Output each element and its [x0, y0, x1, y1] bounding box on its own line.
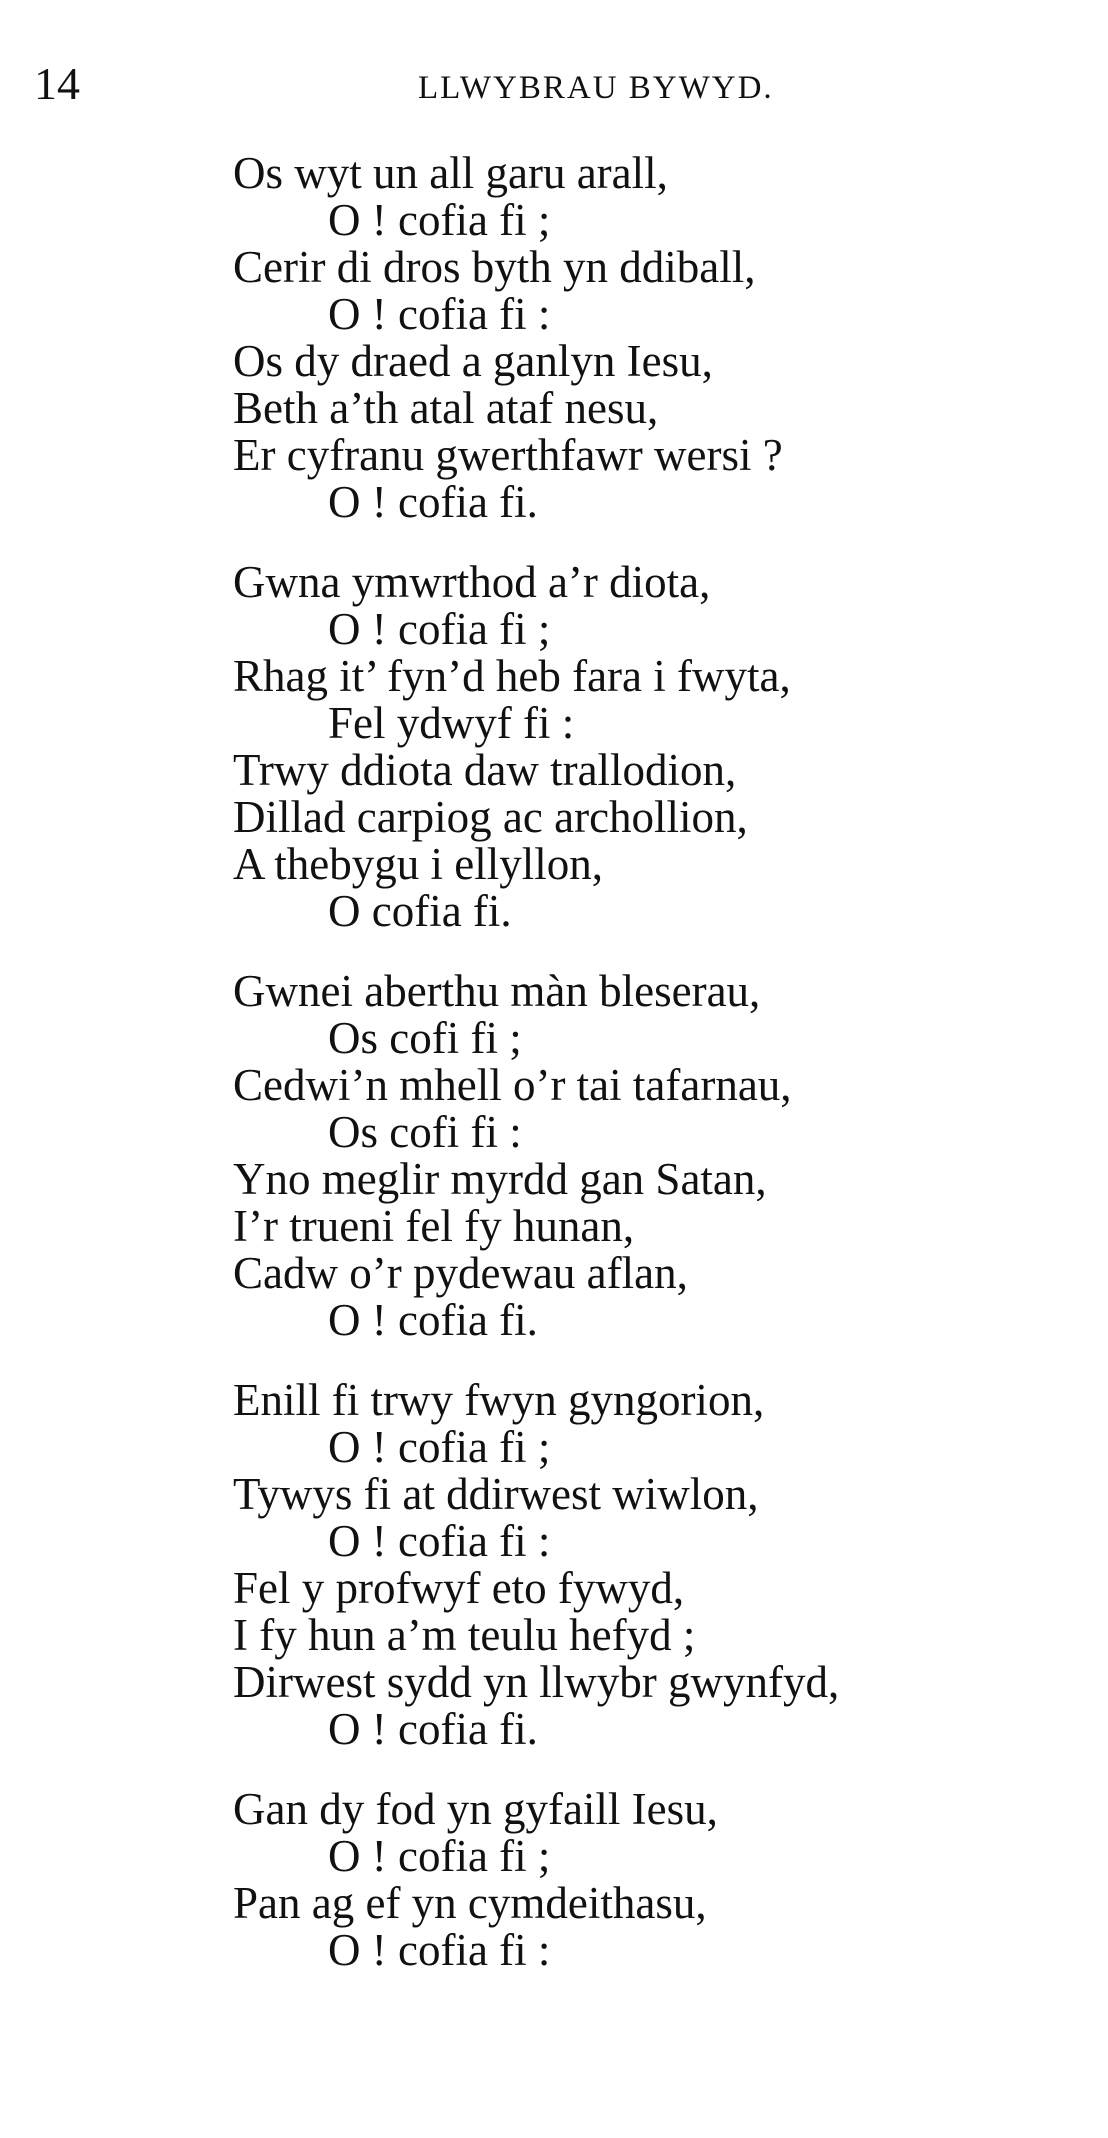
stanza-4 — [233, 1377, 1053, 1753]
refrain-line: O ! cofia fi ; — [328, 1831, 551, 1881]
poem-line: I’r trueni fel fy hunan, — [233, 1201, 635, 1251]
poem-line: Tywys fi at ddirwest wiwlon, — [233, 1469, 759, 1519]
refrain-line: O ! cofia fi. — [328, 1704, 538, 1754]
poem-line: Er cyfranu gwerthfawr wersi ? — [233, 430, 783, 480]
poem-line: Dirwest sydd yn llwybr gwynfyd, — [233, 1657, 840, 1707]
poem-line: Gwnei aberthu màn bleserau, — [233, 966, 761, 1016]
poem-line: Os wyt un all garu arall, — [233, 148, 668, 198]
poem-line: Enill fi trwy fwyn gyngorion, — [233, 1375, 765, 1425]
page-number: 14 — [34, 58, 80, 109]
poem-line: Gwna ymwrthod a’r diota, — [233, 557, 711, 607]
poem-line: Dillad carpiog ac archollion, — [233, 792, 748, 842]
poem-line: Yno meglir myrdd gan Satan, — [233, 1154, 767, 1204]
poem-line: Cedwi’n mhell o’r tai tafarnau, — [233, 1060, 792, 1110]
poem-line: Beth a’th atal ataf nesu, — [233, 383, 659, 433]
poem-line: Pan ag ef yn cymdeithasu, — [233, 1878, 707, 1928]
refrain-line: O ! cofia fi ; — [328, 195, 551, 245]
stanza-3 — [233, 968, 1053, 1344]
stanza-2 — [233, 559, 1053, 935]
poem-line: Cerir di dros byth yn ddiball, — [233, 242, 756, 292]
refrain-line: Fel ydwyf fi : — [328, 698, 575, 748]
poem-line: Gan dy fod yn gyfaill Iesu, — [233, 1784, 718, 1834]
refrain-line: O ! cofia fi. — [328, 1295, 538, 1345]
running-title: LLWYBRAU BYWYD. — [418, 70, 774, 106]
refrain-line: O ! cofia fi : — [328, 1925, 551, 1975]
poem-line: Rhag it’ fyn’d heb fara i fwyta, — [233, 651, 791, 701]
poem — [233, 150, 1053, 2007]
poem-line: A thebygu i ellyllon, — [233, 839, 603, 889]
refrain-line: O ! cofia fi. — [328, 477, 538, 527]
stanza-1 — [233, 150, 1053, 526]
poem-line: Cadw o’r pydewau aflan, — [233, 1248, 688, 1298]
poem-line: Os dy draed a ganlyn Iesu, — [233, 336, 713, 386]
refrain-line: O ! cofia fi : — [328, 289, 551, 339]
refrain-line: O ! cofia fi ; — [328, 1422, 551, 1472]
refrain-line: Os cofi fi ; — [328, 1013, 522, 1063]
poem-line: Fel y profwyf eto fywyd, — [233, 1563, 685, 1613]
poem-line: Trwy ddiota daw trallodion, — [233, 745, 737, 795]
refrain-line: O cofia fi. — [328, 886, 512, 936]
stanza-5 — [233, 1786, 1053, 1974]
refrain-line: Os cofi fi : — [328, 1107, 522, 1157]
poem-line: I fy hun a’m teulu hefyd ; — [233, 1610, 696, 1660]
refrain-line: O ! cofia fi : — [328, 1516, 551, 1566]
refrain-line: O ! cofia fi ; — [328, 604, 551, 654]
page-header — [0, 58, 1108, 118]
